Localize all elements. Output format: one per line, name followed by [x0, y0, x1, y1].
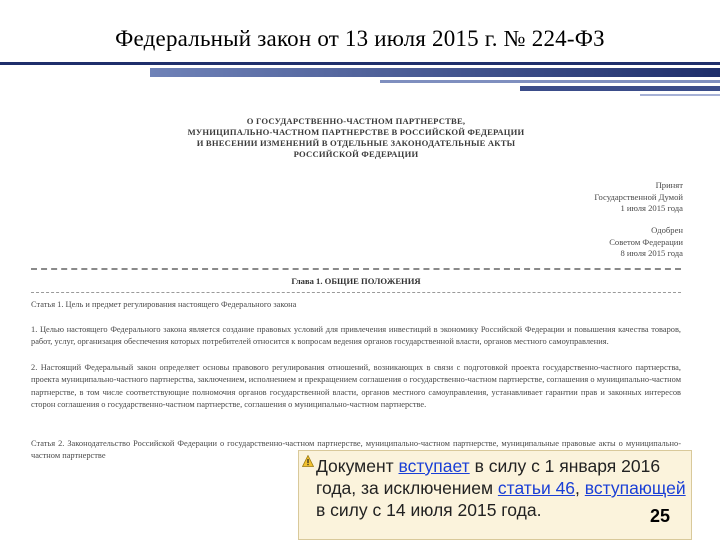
approved-block — [609, 225, 683, 260]
stripe-3 — [380, 80, 720, 83]
adopted-line: Принят — [655, 180, 683, 190]
stripe-1 — [0, 62, 720, 65]
stripe-2 — [150, 68, 720, 77]
link-vstupayushchey[interactable]: вступающей — [584, 478, 686, 498]
header-line: МУНИЦИПАЛЬНО-ЧАСТНОМ ПАРТНЕРСТВЕ В РОССИЙСКОЙ ФЕДЕРАЦИИ — [187, 127, 525, 137]
stripe-4 — [520, 86, 720, 91]
header-line: РОССИЙСКОЙ ФЕДЕРАЦИИ — [293, 149, 419, 159]
article-1-title: Статья 1. Цель и предмет регулирования настоящего Федерального закона — [31, 300, 297, 309]
paragraph: 2. Настоящий Федеральный закон определяет основы правового регулирования отношений, возникающих в связи с подготовкой проекта государственно-частного партнерства, проекта муниципально-частного партнерства, заключением, исполнением и прекращением соглашения о государственно-частном партнерстве, соглашения о муниципально-частном партнерстве, в том числе соответствующие полномочия органов государственной власти, органов местного самоуправления, устанавливает гарантии прав и законных интересов сторон соглашения о государственно-частном партнерстве, соглашения о муниципально-частном партнерстве. — [31, 363, 681, 410]
effective-date-callout — [298, 450, 692, 540]
header-line: О ГОСУДАРСТВЕННО-ЧАСТНОМ ПАРТНЕРСТВЕ, — [246, 116, 466, 126]
divider — [31, 268, 681, 270]
paragraph: 1. Целью настоящего Федерального закона является создание правовых условий для привлечения инвестиций в экономику Российской Федерации и повышения качества товаров, работ, услуг, организация обеспечения которых потребителей относится к вопросам ведения органов государственной власти, органов местного самоуправления. — [31, 325, 681, 347]
callout-text — [316, 455, 686, 521]
adopted-line: Государственной Думой — [594, 191, 683, 202]
callout-text-part: Документ — [316, 456, 399, 476]
law-document-scan — [25, 108, 687, 486]
adopted-line: 1 июля 2015 года — [620, 203, 683, 213]
callout-text-part: в силу с 14 июля 2015 года. — [316, 500, 542, 520]
link-article-46[interactable]: статьи 46 — [497, 478, 576, 498]
document-header — [25, 116, 687, 160]
stripe-5 — [640, 94, 720, 96]
link-vstupaet[interactable]: вступает — [398, 456, 470, 476]
approved-line: Советом Федерации — [609, 236, 683, 247]
chapter-title: Глава 1. ОБЩИЕ ПОЛОЖЕНИЯ — [291, 276, 421, 286]
page-number: 25 — [650, 506, 671, 526]
decorative-stripes — [0, 62, 720, 102]
callout-text-part: , — [575, 478, 585, 498]
divider — [31, 292, 681, 293]
article-2-title: Статья 2. Законодательство Российской Федерации о государственно-частном партнерстве, муниципально-частном партнерстве, муниципальные правовые акты о муниципально-частном партнерстве — [31, 439, 681, 461]
adopted-block — [594, 180, 683, 215]
callout-text-part: в силу с 1 января 2016 года, за исключением — [316, 456, 661, 498]
warning-icon — [302, 455, 314, 467]
approved-line: Одобрен — [651, 225, 683, 235]
approved-line: 8 июля 2015 года — [620, 248, 683, 258]
slide-title: Федеральный закон от 13 июля 2015 г. № 224-ФЗ — [115, 26, 605, 51]
header-line: И ВНЕСЕНИИ ИЗМЕНЕНИЙ В ОТДЕЛЬНЫЕ ЗАКОНОДАТЕЛЬНЫЕ АКТЫ — [196, 138, 516, 148]
